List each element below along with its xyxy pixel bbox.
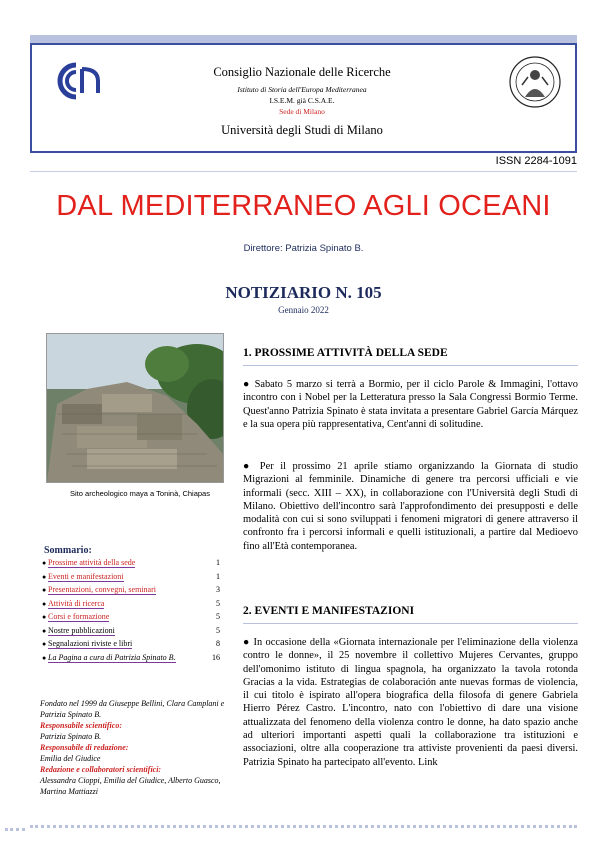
toc-label[interactable]: Nostre pubblicazioni xyxy=(48,625,115,635)
issue-number: NOTIZIARIO N. 105 xyxy=(225,283,382,302)
masthead xyxy=(30,43,577,153)
toc-label[interactable]: Presentazioni, convegni, seminari xyxy=(48,585,156,594)
toc-page: 16 xyxy=(212,652,220,662)
toc-label[interactable]: Corsi e formazione xyxy=(48,612,110,621)
archaeological-site-photo xyxy=(46,333,224,483)
toc-label[interactable]: La Pagina a cura di Patrizia Spinato B. xyxy=(48,652,176,662)
section-divider xyxy=(243,623,578,624)
section-paragraph: ● In occasione della «Giornata internazionale per l'eliminazione della violenza contro le donne», il 25 novembre il collettivo Mujeres Cervantes, gruppo dell'omonimo istituto di lingua spagnola, ha organizzato la tavola rotonda Gracias a la vida. Estrategias de colaboración ante nuevas formas de violencia, il cui titolo è ispirato all'opera biografica della filosofa di genere Gabriela Hierro Pérez Castro. L'incontro, nato con l'obiettivo di dare una visione attualizzata del fenomeno della violenza contro le donne, ha dato spazio anche ad ulteriori importanti aspetti quali la collaborazione tra istituzioni e associazioni, oltre alla cooperazione tra attiviste provenienti da paesi diversi. Patrizia Spinato ha partecipato all'evento. Link xyxy=(243,637,578,768)
cnr-name: Consiglio Nazionale delle Ricerche xyxy=(213,65,391,79)
section-paragraph: ● Per il prossimo 21 aprile stiamo organizzando la Giornata di studio Migrazioni al femminile. Dinamiche di genere tra percorsi ufficiali e vie informali (secc. XIII – XX), in collaborazione con l'Università degli Studi di Milano. Obiettivo dell'incontro sarà l'approfondimento dei presupposti e delle modalità con cui si sono sviluppati i fenomeni migratori di genere attraverso il confronto fra i percorsi informali e quelli istituzionali, a partire dal Medioevo fino all'Età contemporanea. xyxy=(243,461,578,552)
footer-dots xyxy=(30,825,577,828)
toc-label[interactable]: Segnalazioni riviste e libri xyxy=(48,639,133,648)
scientific-lead: Patrizia Spinato B. xyxy=(40,732,102,741)
sede-name: Sede di Milano xyxy=(279,107,325,116)
toc-label[interactable]: Prossime attività della sede xyxy=(48,558,136,567)
credits-block xyxy=(40,698,230,797)
toc-item[interactable] xyxy=(42,653,220,667)
bullet-icon: ● xyxy=(42,613,47,621)
university-name: Università degli Studi di Milano xyxy=(221,123,383,137)
toc-label[interactable]: Attività di ricerca xyxy=(48,598,105,608)
bullet-icon: ● xyxy=(42,599,47,608)
newsletter-title: DAL MEDITERRANEO AGLI OCEANI xyxy=(56,190,551,222)
bullet-icon: ● xyxy=(42,653,47,662)
section-divider xyxy=(243,365,578,366)
toc-page: 8 xyxy=(216,639,220,648)
divider xyxy=(30,171,577,172)
toc-item[interactable] xyxy=(42,626,220,640)
scientific-lead-label: Responsabile scientifico: xyxy=(40,721,122,730)
editorial-lead-label: Responsabile di redazione: xyxy=(40,743,129,752)
toc-item[interactable] xyxy=(42,572,220,586)
toc-page: 1 xyxy=(216,571,220,581)
toc-item[interactable] xyxy=(42,599,220,613)
issn: ISSN 2284-1091 xyxy=(495,155,577,167)
institute-name: Istituto di Storia dell'Europa Mediterranea xyxy=(237,85,367,94)
photo-illustration xyxy=(47,334,223,482)
toc-label[interactable]: Eventi e manifestazioni xyxy=(48,571,124,581)
toc-page: 5 xyxy=(216,625,220,635)
bullet-icon: ● xyxy=(42,572,47,581)
section-heading: 2. EVENTI E MANIFESTAZIONI xyxy=(243,605,415,617)
toc-item[interactable] xyxy=(42,612,220,626)
header-top-bar xyxy=(30,35,577,43)
toc-page: 5 xyxy=(216,612,220,621)
bullet-icon: ● xyxy=(42,559,47,567)
toc-page: 3 xyxy=(216,585,220,594)
director-line: Direttore: Patrizia Spinato B. xyxy=(243,243,364,254)
table-of-contents xyxy=(42,558,220,666)
toc-item[interactable] xyxy=(42,558,220,572)
photo-caption: Sito archeologico maya a Toninà, Chiapas xyxy=(70,489,210,498)
toc-item[interactable] xyxy=(42,585,220,599)
bullet-icon: ● xyxy=(42,640,47,648)
toc-page: 1 xyxy=(216,558,220,567)
editorial-lead: Emilia del Giudice xyxy=(40,754,101,763)
founded-line: Fondato nel 1999 da Giuseppe Bellini, Clara Camplani e Patrizia Spinato B. xyxy=(40,699,225,719)
bullet-icon: ● xyxy=(42,586,47,594)
collaborators-label: Redazione e collaboratori scientifici: xyxy=(40,765,162,774)
footer-dots xyxy=(5,828,25,831)
section-paragraph: ● Sabato 5 marzo si terrà a Bormio, per il ciclo Parole & Immagini, l'ottavo incontro con i Nobel per la Letteratura presso la Sala Congressi Bormio Terme. Quest'anno Patrizia Spinato è stata invitata a presentare Gabriel García Márquez e la sua opera più rappresentativa, Cent'anni di solitudine. xyxy=(243,379,578,430)
section-heading: 1. PROSSIME ATTIVITÀ DELLA SEDE xyxy=(243,347,448,359)
issue-date: Gennaio 2022 xyxy=(278,305,329,315)
bullet-icon: ● xyxy=(42,626,47,635)
isem-name: I.S.E.M. già C.S.A.E. xyxy=(269,96,335,105)
summary-title: Sommario: xyxy=(44,545,92,556)
collaborators: Alessandra Cioppi, Emilia del Giudice, Alberto Guasco, Martina Mattiazzi xyxy=(40,776,221,796)
toc-item[interactable] xyxy=(42,639,220,653)
cnr-logo-icon xyxy=(46,61,100,101)
university-seal-icon xyxy=(508,55,562,109)
toc-page: 5 xyxy=(216,598,220,608)
